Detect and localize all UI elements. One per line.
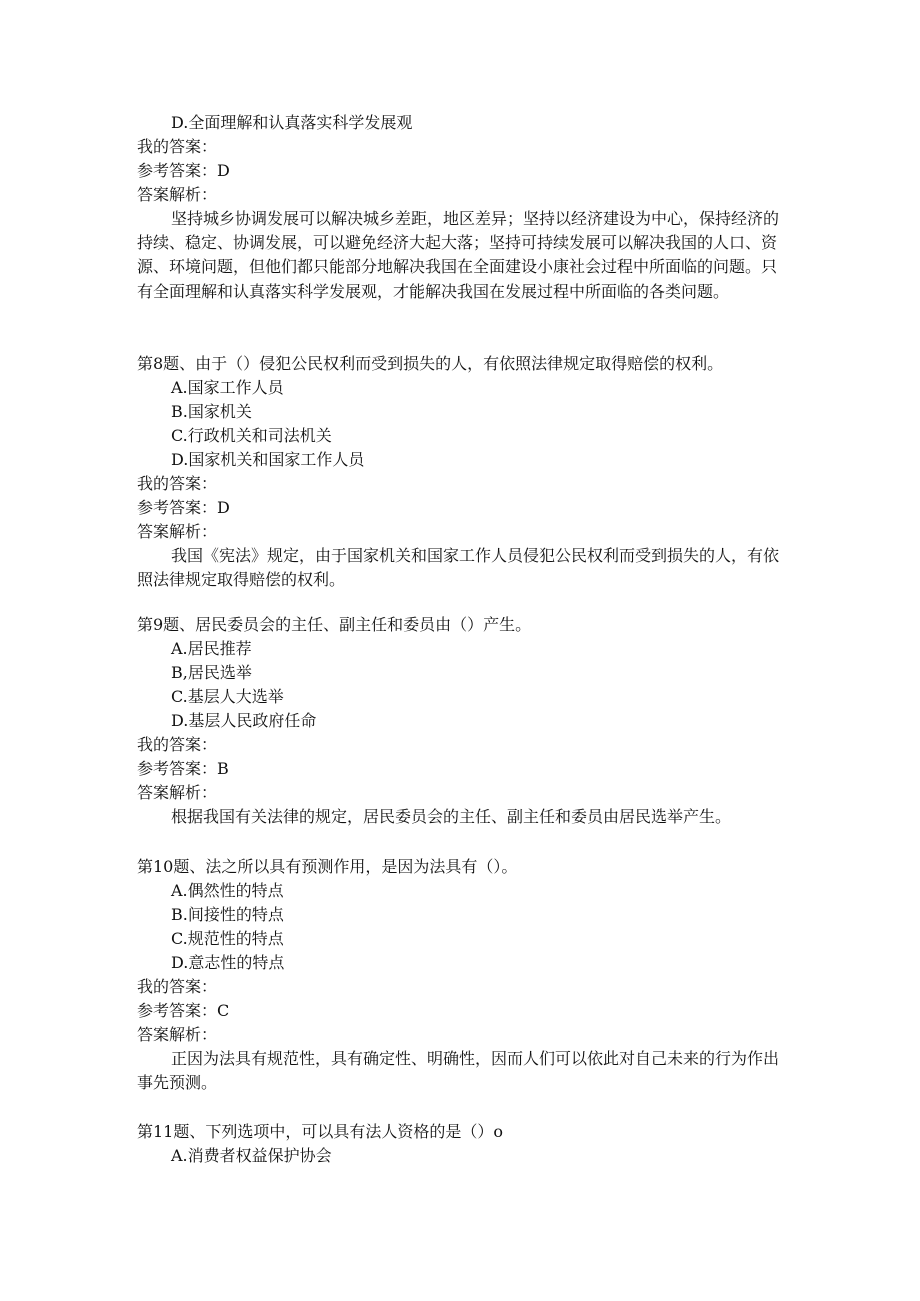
q7-analysis bbox=[137, 207, 787, 304]
q8-option-b: B.国家机关 bbox=[171, 402, 252, 421]
q8-my-answer: 我的答案： bbox=[137, 474, 218, 493]
q10-my-answer: 我的答案： bbox=[137, 977, 218, 996]
q9-analysis-text: 根据我国有关法律的规定，居民委员会的主任、副主任和委员由居民选举产生。 bbox=[171, 807, 732, 826]
q11-option-a: A.消费者权益保护协会 bbox=[171, 1146, 332, 1165]
q9-reference-answer: 参考答案：B bbox=[137, 759, 229, 778]
q8-option-c: C.行政机关和司法机关 bbox=[171, 426, 332, 445]
q9-analysis-label: 答案解析： bbox=[137, 783, 218, 802]
q8-analysis-label: 答案解析： bbox=[137, 522, 218, 541]
q7-reference-answer: 参考答案：D bbox=[137, 161, 230, 180]
q10-reference-answer: 参考答案：C bbox=[137, 1001, 230, 1020]
q10-title: 第10题、法之所以具有预测作用，是因为法具有（）。 bbox=[137, 857, 518, 876]
q8-option-d: D.国家机关和国家工作人员 bbox=[171, 450, 365, 469]
q8-option-a: A.国家工作人员 bbox=[171, 378, 284, 397]
q9-analysis bbox=[137, 805, 787, 829]
q10-option-b: B.间接性的特点 bbox=[171, 905, 284, 924]
q9-option-c: C.基层人大选举 bbox=[171, 687, 284, 706]
q10-analysis-text: 正因为法具有规范性，具有确定性、明确性，因而人们可以依此对自己未来的行为作出事先预测。 bbox=[137, 1049, 780, 1093]
q9-my-answer: 我的答案： bbox=[137, 735, 218, 754]
q11-title: 第11题、下列选项中，可以具有法人资格的是（）o bbox=[137, 1122, 503, 1141]
q10-option-a: A.偶然性的特点 bbox=[171, 881, 284, 900]
q7-option-d: D.全面理解和认真落实科学发展观 bbox=[171, 113, 413, 132]
q9-option-b: B,居民选举 bbox=[171, 663, 252, 682]
q8-analysis bbox=[137, 544, 787, 592]
q10-analysis-label: 答案解析： bbox=[137, 1025, 218, 1044]
q8-title: 第8题、由于（）侵犯公民权利而受到损失的人，有依照法律规定取得赔偿的权利。 bbox=[137, 354, 724, 373]
q7-my-answer: 我的答案： bbox=[137, 137, 218, 156]
q9-title: 第9题、居民委员会的主任、副主任和委员由（）产生。 bbox=[137, 615, 532, 634]
q10-analysis bbox=[137, 1047, 787, 1095]
q7-analysis-label: 答案解析： bbox=[137, 185, 218, 204]
q10-option-d: D.意志性的特点 bbox=[171, 953, 285, 972]
q7-analysis-text: 坚持城乡协调发展可以解决城乡差距，地区差异；坚持以经济建设为中心，保持经济的持续、稳定、协调发展，可以避免经济大起大落；坚持可持续发展可以解决我国的人口、资源、环境问题，但他们都只能部分地解决我国在全面建设小康社会过程中所面临的问题。只有全面理解和认真落实科学发展观，才能解决我国在发展过程中所面临的各类问题。 bbox=[137, 209, 780, 301]
q8-reference-answer: 参考答案：D bbox=[137, 498, 230, 517]
q9-option-d: D.基层人民政府任命 bbox=[171, 711, 317, 730]
q9-option-a: A.居民推荐 bbox=[171, 639, 252, 658]
q8-analysis-text: 我国《宪法》规定，由于国家机关和国家工作人员侵犯公民权利而受到损失的人，有依照法律规定取得赔偿的权利。 bbox=[137, 546, 780, 590]
q10-option-c: C.规范性的特点 bbox=[171, 929, 284, 948]
